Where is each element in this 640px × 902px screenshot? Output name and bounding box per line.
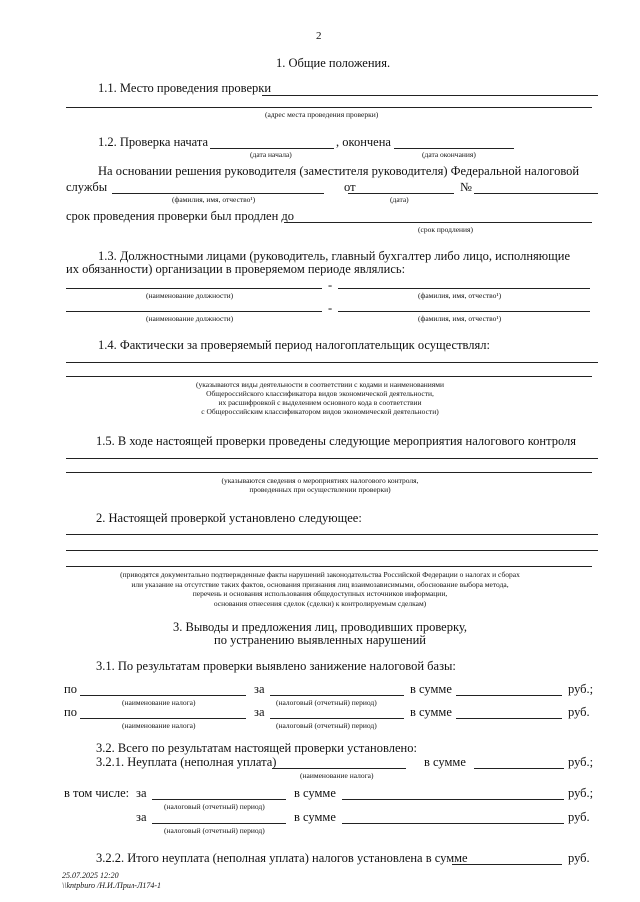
p1-3-text: их обязанности) организации в проверяемом периоде являлись: — [66, 262, 406, 276]
field-line — [66, 566, 592, 567]
number-label: № — [460, 180, 472, 194]
p1-5-text: 1.5. В ходе настоящей проверки проведены следующие мероприятия налогового контроля — [96, 434, 577, 448]
dash: - — [328, 301, 333, 315]
field-line — [272, 768, 406, 769]
from-label: от — [344, 180, 356, 194]
extended-label: срок проведения проверки был продлен до — [66, 209, 295, 223]
field-line — [474, 193, 598, 194]
hint-tax: (наименование налога) — [122, 698, 196, 707]
field-line — [66, 472, 592, 473]
hint-period: (налоговый (отчетный) период) — [164, 826, 265, 835]
za-label: за — [136, 786, 147, 800]
field-line — [66, 311, 322, 312]
field-line — [270, 718, 404, 719]
field-line — [66, 550, 598, 551]
field-line — [80, 718, 246, 719]
section-1-heading: 1. Общие положения. — [276, 56, 391, 70]
hint-end: (дата окончания) — [422, 150, 476, 159]
hint-fio: (фамилия, имя, отчество¹) — [418, 314, 502, 323]
hint-address: (адрес места проведения проверки) — [265, 110, 379, 119]
field-line — [348, 193, 454, 194]
field-line — [452, 864, 562, 865]
field-line — [262, 95, 598, 96]
page-number: 2 — [316, 30, 322, 42]
field-line — [80, 695, 246, 696]
field-line — [66, 534, 598, 535]
field-line — [152, 823, 286, 824]
in-sum-label: в сумме — [424, 755, 466, 769]
field-line — [338, 311, 590, 312]
hint-position: (наименование должности) — [146, 291, 234, 300]
p1-1-label: 1.1. Место проведения проверки — [98, 81, 272, 95]
p1-3-text: 1.3. Должностными лицами (руководитель, главный бухгалтер либо лицо, исполняющие — [98, 249, 571, 263]
field-line — [270, 695, 404, 696]
hint-period: (налоговый (отчетный) период) — [164, 802, 265, 811]
hint-tax: (наименование налога) — [122, 721, 196, 730]
in-sum-label: в сумме — [410, 705, 452, 719]
in-sum-label: в сумме — [410, 682, 452, 696]
hint-extend: (срок продления) — [418, 225, 474, 234]
dash: - — [328, 278, 333, 292]
field-line — [474, 768, 564, 769]
rub-label: руб.; — [568, 682, 594, 696]
field-line — [456, 695, 562, 696]
service-label: службы — [66, 180, 108, 194]
hint-tax: (наименование налога) — [300, 771, 374, 780]
hint-fio: (фамилия, имя, отчество¹) — [418, 291, 502, 300]
hint-fio: (фамилия, имя, отчество¹) — [172, 195, 256, 204]
hint-activity: (указываются виды деятельности в соответствии с кодами и наименованиями Общероссийского классификатора видов экономической деятельности, их расшифровкой с выделением основного кода в соответствии с Общероссийским классификатором видов экономической деятельности) — [195, 380, 445, 416]
section-3-heading: по устранению выявленных нарушений — [214, 633, 426, 647]
field-line — [342, 823, 564, 824]
rub-label: руб. — [568, 810, 590, 824]
hint-date: (дата) — [390, 195, 409, 204]
p3-2-2-text: 3.2.2. Итого неуплата (неполная уплата) налогов установлена в сумме — [96, 851, 468, 865]
section-3-heading: 3. Выводы и предложения лиц, проводивших проверку, — [172, 620, 467, 634]
hint-period: (налоговый (отчетный) период) — [276, 721, 377, 730]
po-label: по — [64, 705, 77, 719]
field-line — [394, 148, 514, 149]
section-2-heading: 2. Настоящей проверкой установлено следующее: — [96, 511, 362, 525]
field-line — [66, 376, 592, 377]
po-label: по — [64, 682, 77, 696]
hint-period: (налоговый (отчетный) период) — [276, 698, 377, 707]
field-line — [152, 799, 286, 800]
field-line — [66, 288, 322, 289]
footer-date: 25.07.2025 12:20 — [62, 871, 119, 880]
field-line — [112, 193, 324, 194]
field-line — [284, 222, 592, 223]
p3-1-text: 3.1. По результатам проверки выявлено занижение налоговой базы: — [96, 659, 456, 673]
rub-label: руб. — [568, 705, 590, 719]
za-label: за — [254, 705, 265, 719]
za-label: за — [254, 682, 265, 696]
including-label: в том числе: — [64, 786, 130, 800]
hint-measures: (указываются сведения о мероприятиях налогового контроля, проведенных при осуществлении проверки) — [221, 476, 419, 494]
field-line — [342, 799, 564, 800]
p1-4-text: 1.4. Фактически за проверяемый период налогоплательщик осуществлял: — [98, 338, 490, 352]
footer-path: \\kntpburo /Н.И./Прил-Л174-1 — [62, 881, 162, 890]
p1-2-label: 1.2. Проверка начата — [98, 135, 208, 149]
rub-label: руб. — [568, 851, 590, 865]
in-sum-label: в сумме — [294, 786, 336, 800]
p1-2-end-label: , окончена — [336, 135, 391, 149]
rub-label: руб.; — [568, 755, 594, 769]
field-line — [66, 107, 592, 108]
in-sum-label: в сумме — [294, 810, 336, 824]
hint-start: (дата начала) — [250, 150, 292, 159]
p3-2-1-text: 3.2.1. Неуплата (неполная уплата) — [96, 755, 277, 769]
field-line — [210, 148, 334, 149]
field-line — [66, 362, 598, 363]
hint-position: (наименование должности) — [146, 314, 234, 323]
rub-label: руб.; — [568, 786, 594, 800]
hint-findings: (приводятся документально подтвержденные факты нарушений законодательства Российской Федерации о налогах и сборах или указание на отсутствие таких фактов, основания признания лиц взаимозависимыми, обоснование выбора метода, перечень и основания использования общедоступных источников информации, основания отнесения сделок (сделки) к контролируемым сделкам) — [120, 570, 520, 608]
za-label: за — [136, 810, 147, 824]
field-line — [66, 458, 598, 459]
p3-2-text: 3.2. Всего по результатам настоящей проверки установлено: — [96, 741, 417, 755]
field-line — [338, 288, 590, 289]
decision-text: На основании решения руководителя (заместителя руководителя) Федеральной налоговой — [98, 164, 580, 178]
field-line — [456, 718, 562, 719]
